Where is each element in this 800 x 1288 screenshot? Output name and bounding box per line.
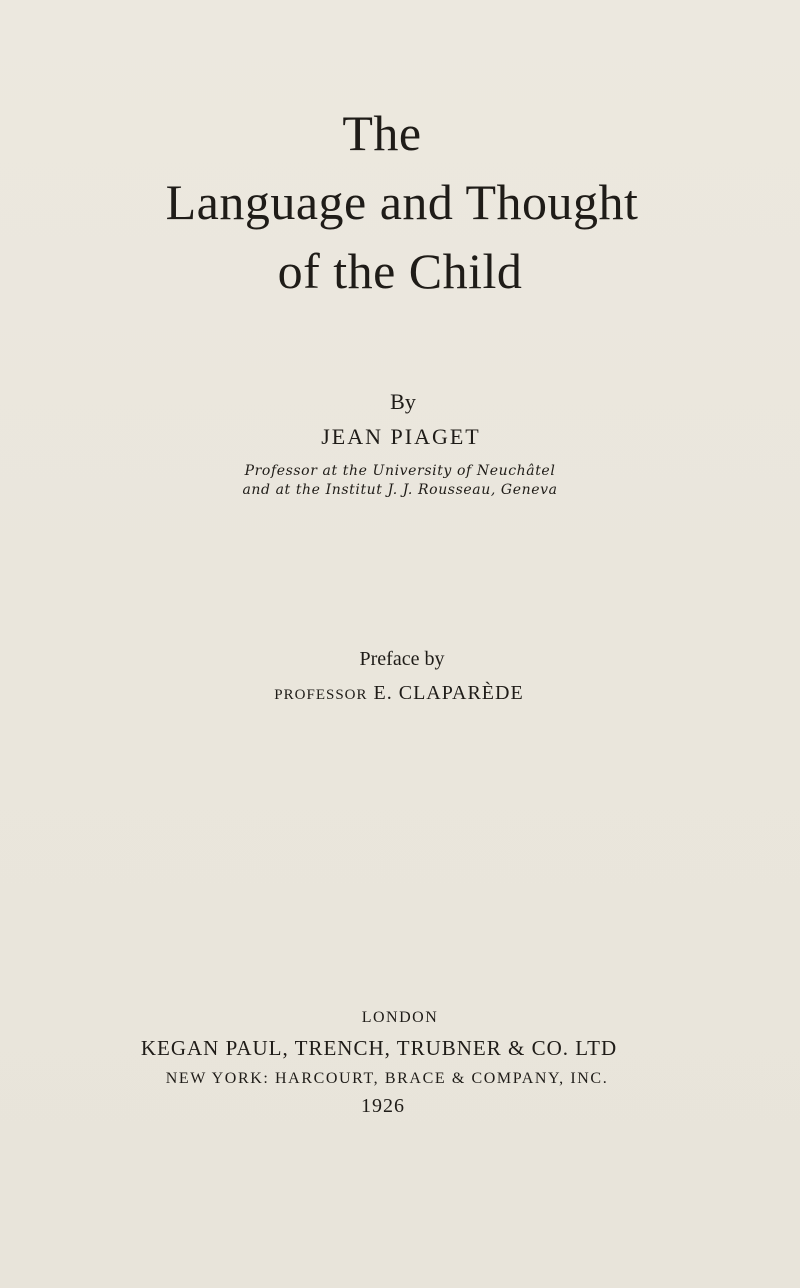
imprint-publisher: KEGAN PAUL, TRENCH, TRUBNER & CO. LTD	[140, 1036, 618, 1060]
by-label: By	[390, 389, 416, 414]
preface-author	[0, 680, 799, 708]
author-name: JEAN PIAGET	[321, 424, 481, 449]
author-affiliation-line-1: Professor at the University of Neuchâtel	[244, 463, 556, 479]
preface-label: Preface by	[359, 648, 445, 670]
preface-author-title: PROFESSOR	[274, 687, 368, 703]
book-title-line-3: of the Child	[277, 243, 523, 299]
imprint-new-york-publisher: NEW YORK: HARCOURT, BRACE & COMPANY, INC.	[165, 1070, 609, 1087]
book-title-line-1: The	[342, 105, 422, 161]
imprint-city: LONDON	[361, 1009, 439, 1026]
preface-author-name: E. CLAPARÈDE	[373, 682, 524, 704]
author-affiliation-line-2: and at the Institut J. J. Rousseau, Geneva	[242, 482, 558, 498]
imprint-year: 1926	[361, 1095, 405, 1117]
book-title-line-2: Language and Thought	[165, 174, 639, 230]
